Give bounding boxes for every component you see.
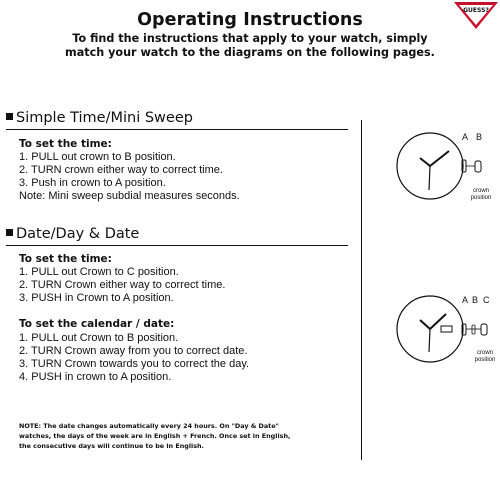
- minute-hand-icon: [430, 314, 446, 329]
- section-heading-date: [6, 226, 139, 242]
- instruction-note: Note: Mini sweep subdial measures seconds.: [19, 190, 240, 202]
- set-time-title: To set the time:: [19, 138, 112, 150]
- crown-label-b: B: [472, 295, 479, 305]
- second-hand-icon: [429, 166, 430, 190]
- caption-line: position: [470, 195, 492, 201]
- note-line: the consecutive days will continue to be in English.: [19, 442, 204, 450]
- minute-hand-icon: [430, 151, 449, 166]
- subtitle-line-1: To find the instructions that apply to your watch, simply: [72, 32, 428, 45]
- hour-hand-icon: [420, 320, 430, 329]
- instruction-step: 4. PUSH in crown to A position.: [19, 371, 172, 383]
- footer-note: [19, 421, 309, 451]
- instruction-step: 2. TURN Crown either way to correct time.: [19, 279, 226, 291]
- guess-logo: [452, 0, 500, 30]
- instruction-step: 3. TURN Crown towards you to correct the day.: [19, 358, 250, 370]
- hour-hand-icon: [420, 158, 430, 166]
- crown-icon: [475, 161, 481, 172]
- instruction-step: 1. PULL out Crown to C position.: [19, 266, 179, 278]
- caption-line: crown: [476, 350, 493, 356]
- subtitle-line-2: match your watch to the diagrams on the following pages.: [65, 46, 435, 59]
- caption-line: position: [474, 357, 496, 363]
- page-title: Operating Instructions: [137, 10, 363, 30]
- second-hand-icon: [429, 329, 430, 352]
- section-divider: [6, 245, 348, 246]
- crown-icon: [481, 324, 487, 335]
- note-line: watches, the days of the week are in English + French. Once set in English,: [19, 432, 291, 440]
- section-heading-text: Date/Day & Date: [16, 226, 140, 242]
- section-heading-simple: [6, 110, 193, 126]
- crown-position-b-icon: [472, 325, 475, 334]
- crown-label-c: C: [483, 295, 490, 305]
- instruction-step: 3. PUSH in Crown to A position.: [19, 292, 174, 304]
- note-line: NOTE: The date changes automatically every 24 hours. On "Day & Date": [19, 422, 279, 430]
- instruction-step: 1. PULL out crown to B position.: [19, 151, 176, 163]
- instruction-step: 3. Push in crown to A position.: [19, 177, 166, 189]
- square-bullet-icon: [6, 229, 13, 236]
- set-time-title: To set the time:: [19, 253, 112, 265]
- logo-text: GUESS?: [463, 7, 489, 14]
- date-window-icon: [441, 326, 452, 332]
- section-heading-text: Simple Time/Mini Sweep: [16, 110, 193, 126]
- crown-position-caption: [466, 188, 496, 202]
- caption-line: crown: [472, 188, 489, 194]
- crown-label-a: A: [462, 132, 469, 142]
- column-divider: [361, 120, 362, 460]
- crown-label-a: A: [462, 295, 469, 305]
- set-calendar-title: To set the calendar / date:: [19, 318, 175, 330]
- instruction-step: 2. TURN crown either way to correct time.: [19, 164, 223, 176]
- section-divider: [6, 129, 348, 130]
- crown-label-b: B: [476, 132, 483, 142]
- instruction-step: 1. PULL out Crown to B position.: [19, 332, 179, 344]
- crown-position-caption: [470, 350, 500, 364]
- square-bullet-icon: [6, 113, 13, 120]
- instruction-step: 2. TURN Crown away from you to correct date.: [19, 345, 248, 357]
